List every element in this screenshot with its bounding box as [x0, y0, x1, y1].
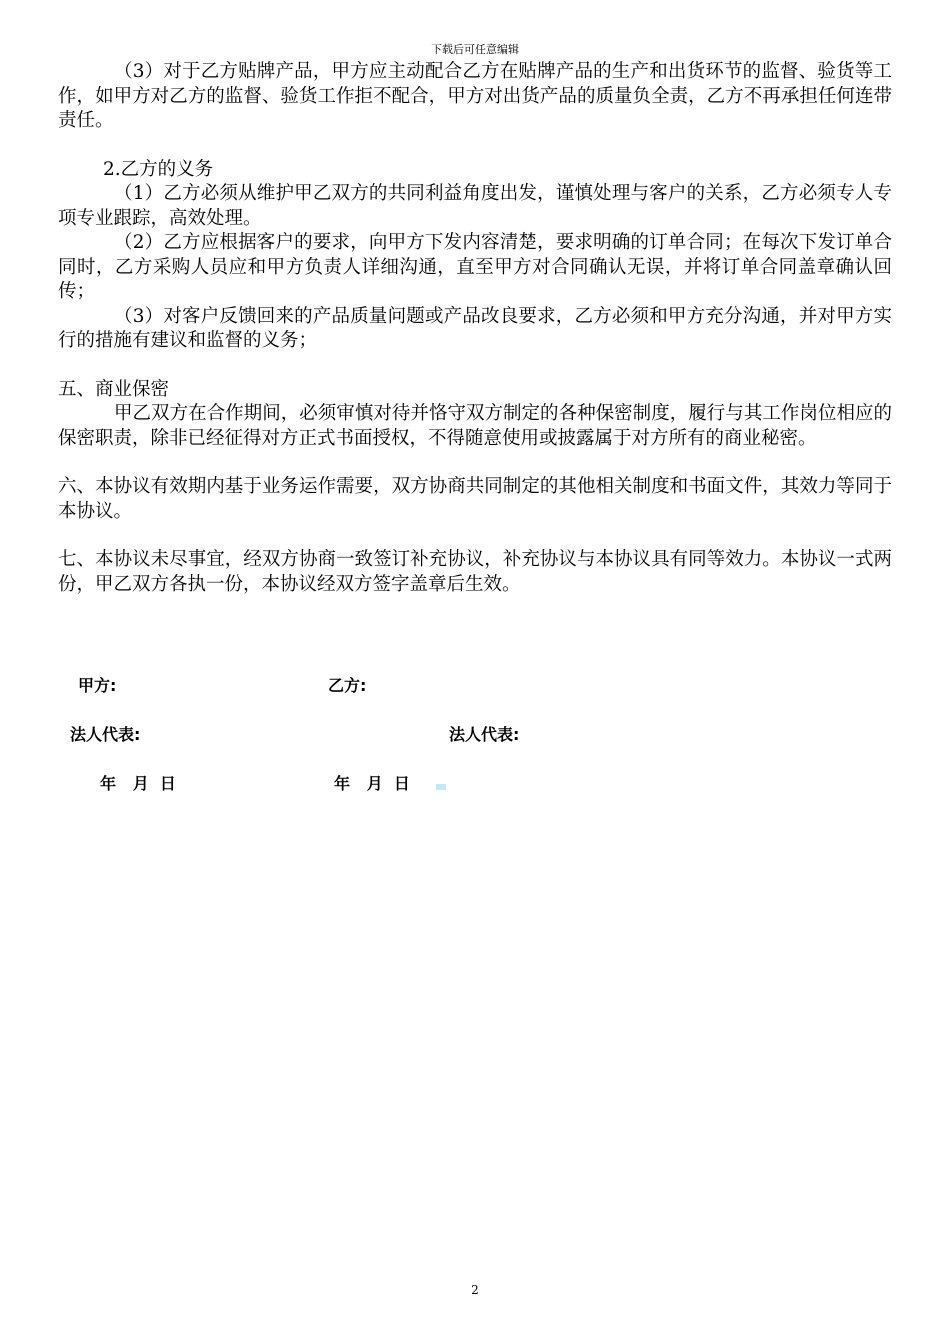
clause-party-b-1: （1）乙方必须从维护甲乙双方的共同利益角度出发，谨慎处理与客户的关系，乙方必须专人专项专业跟踪，高效处理。: [58, 183, 892, 229]
date-b: 年 月 日: [334, 774, 410, 793]
section-seven: 七、本协议未尽事宜，经双方协商一致签订补充协议，补充协议与本协议具有同等效力。本协议一式两份，甲乙双方各执一份，本协议经双方签字盖章后生效。: [58, 549, 892, 595]
section-six: 六、本协议有效期内基于业务运作需要，双方协商共同制定的其他相关制度和书面文件，其效力等同于本协议。: [58, 476, 892, 522]
party-b-label: 乙方:: [328, 676, 367, 695]
legal-rep-a-label: 法人代表:: [70, 725, 141, 744]
legal-rep-b-label: 法人代表:: [449, 725, 520, 744]
highlight-mark: [436, 784, 446, 790]
clause-confidentiality: 甲乙双方在合作期间，必须审慎对待并恪守双方制定的各种保密制度，履行与其工作岗位相应的保密职责，除非已经征得对方正式书面授权，不得随意使用或披露属于对方所有的商业秘密。: [58, 403, 892, 449]
section-confidentiality-title: 五、商业保密: [58, 378, 170, 400]
clause-party-b-3: （3）对客户反馈回来的产品质量问题或产品改良要求，乙方必须和甲方充分沟通，并对甲方实行的措施有建议和监督的义务；: [58, 305, 892, 351]
spacer: [58, 134, 892, 158]
section-party-b-duties: 2.乙方的义务: [103, 158, 214, 180]
spacer: [58, 354, 892, 378]
clause-party-b-2: （2）乙方应根据客户的要求，向甲方下发内容清楚，要求明确的订单合同；在每次下发订单合同时，乙方采购人员应和甲方负责人详细沟通，直至甲方对合同确认无误，并将订单合同盖章确认回传；: [58, 232, 892, 302]
page-header: 下载后可任意编辑: [431, 43, 519, 56]
document-body: [58, 60, 892, 597]
spacer: [58, 524, 892, 548]
page-number: 2: [471, 1283, 479, 1297]
spacer: [58, 451, 892, 475]
party-a-label: 甲方:: [78, 676, 117, 695]
date-a: 年 月 日: [100, 774, 176, 793]
clause-party-a-3: （3）对于乙方贴牌产品，甲方应主动配合乙方在贴牌产品的生产和出货环节的监督、验货等工作，如甲方对乙方的监督、验货工作拒不配合，甲方对出货产品的质量负全责，乙方不再承担任何连带责任。: [58, 61, 892, 131]
